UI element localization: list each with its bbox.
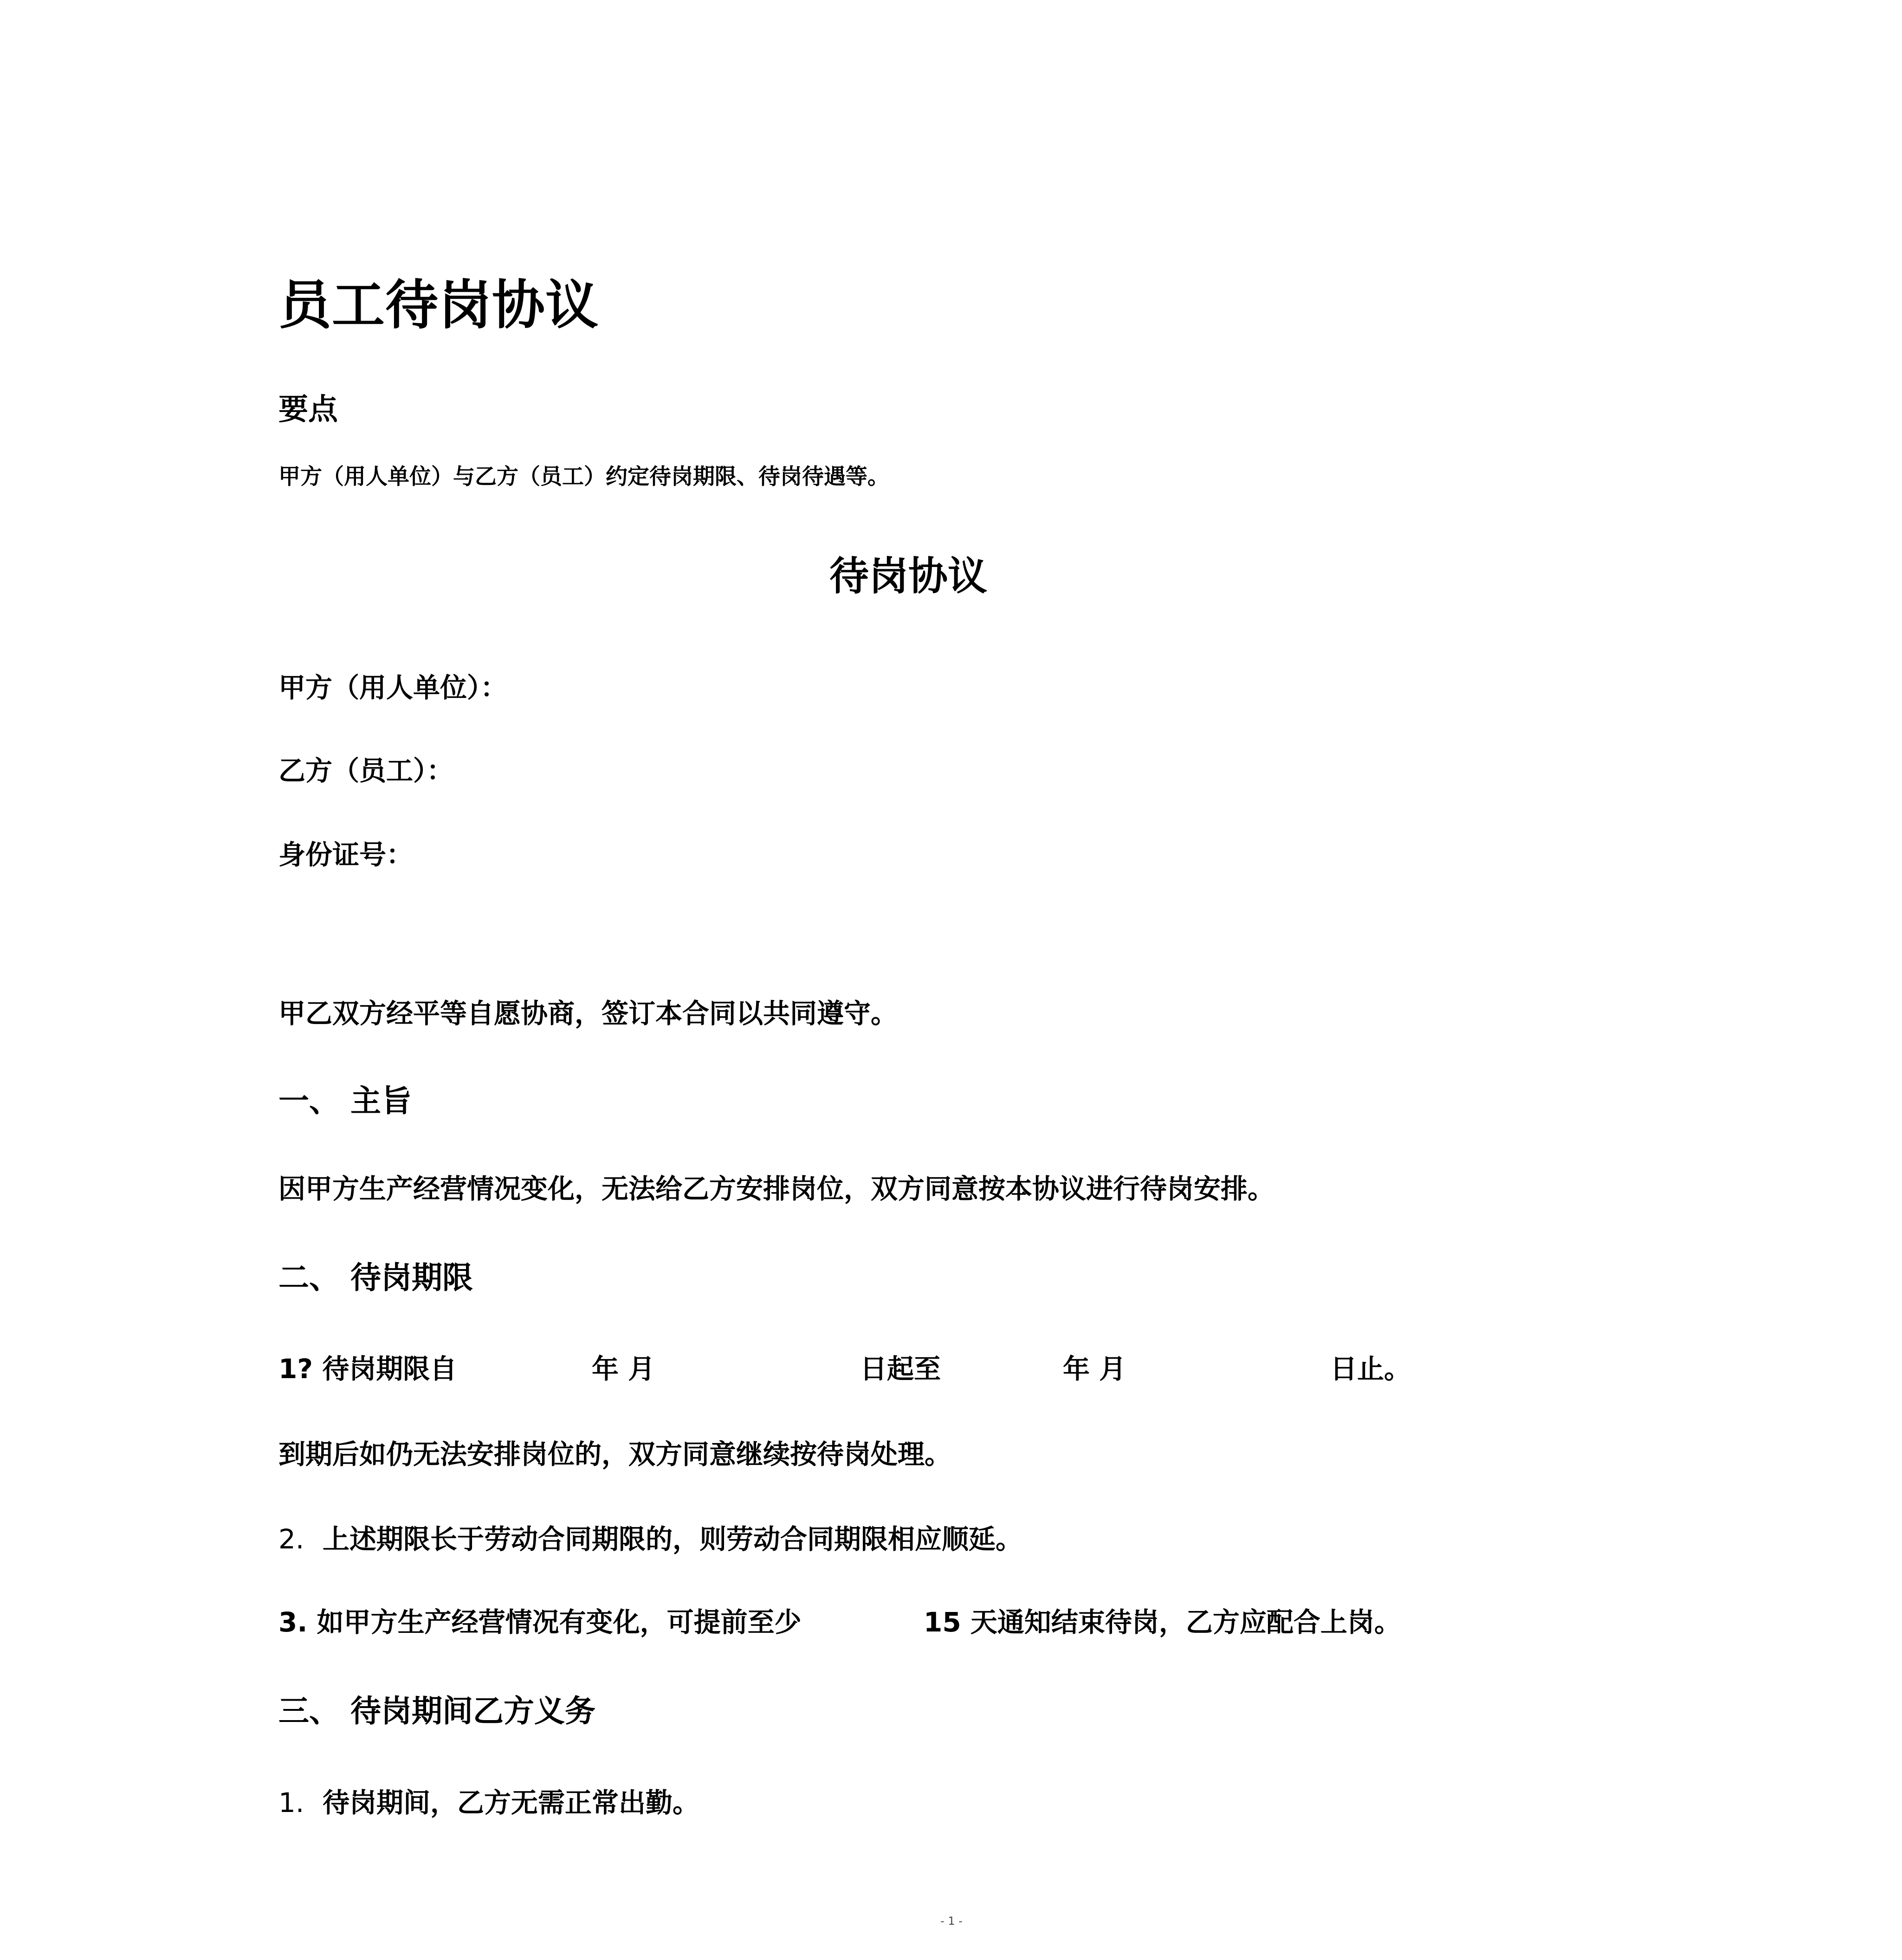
party-a-field: 甲方（用人单位）：: [278, 672, 508, 703]
section-3-heading: 三、 待岗期间乙方义务: [278, 1693, 595, 1729]
summary-heading: 要点: [278, 393, 338, 427]
term-item-3-part-1: 3. 如甲方生产经营情况有变化，可提前至少: [278, 1606, 802, 1638]
section-1-paragraph: 因甲方生产经营情况变化，无法给乙方安排岗位，双方同意按本协议进行待岗安排。: [278, 1173, 1275, 1205]
term-period-label: 1? 待岗期限自: [278, 1353, 457, 1385]
obligation-item-1-number: 1.: [278, 1787, 304, 1818]
term-item-3-part-2: 15 天通知结束待岗，乙方应配合上岗。: [924, 1606, 1401, 1638]
term-continuation-paragraph: 到期后如仍无法安排岗位的，双方同意继续按待岗处理。: [278, 1438, 952, 1470]
summary-text: 甲方（用人单位）与乙方（员工）约定待岗期限、待岗待遇等。: [278, 464, 889, 490]
term-start-day: 日起至: [860, 1353, 941, 1385]
obligation-item-1-text: 待岗期间，乙方无需正常出勤。: [323, 1787, 700, 1818]
id-number-field: 身份证号：: [278, 839, 414, 870]
term-item-2-number: 2.: [278, 1523, 304, 1555]
page-number: - 1 -: [940, 1915, 963, 1928]
agreement-title: 待岗协议: [829, 554, 988, 600]
term-end-day: 日止。: [1330, 1353, 1411, 1385]
term-start-year-month: 年 月: [592, 1353, 655, 1385]
section-2-heading: 二、 待岗期限: [278, 1260, 473, 1296]
document-title: 员工待岗协议: [278, 274, 599, 336]
party-b-field: 乙方（员工）：: [278, 755, 454, 787]
intro-paragraph: 甲乙双方经平等自愿协商，签订本合同以共同遵守。: [278, 998, 898, 1029]
term-item-2-text: 上述期限长于劳动合同期限的，则劳动合同期限相应顺延。: [323, 1523, 1023, 1555]
term-end-year-month: 年 月: [1063, 1353, 1126, 1385]
section-1-heading: 一、 主旨: [278, 1083, 412, 1119]
